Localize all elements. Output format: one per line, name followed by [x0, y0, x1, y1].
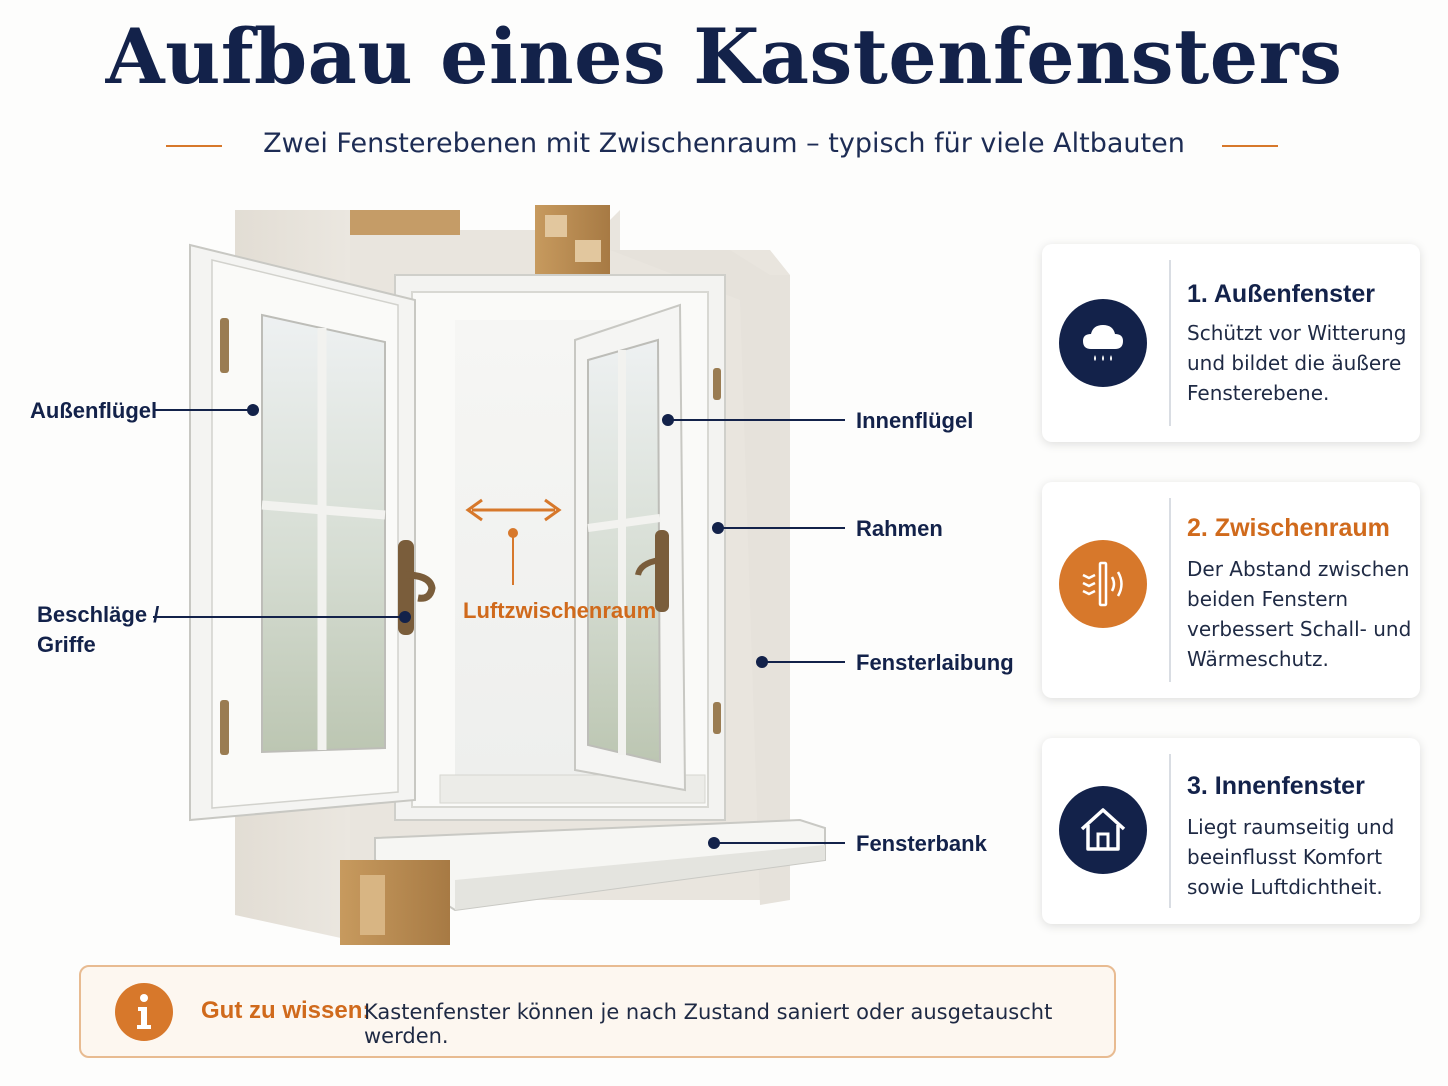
label-beschlaege-line2: Griffe	[37, 632, 96, 657]
sound-insulation-icon	[1059, 540, 1147, 628]
info-text: Kastenfenster können je nach Zustand saniert oder ausgetauscht werden.	[364, 1000, 1053, 1048]
label-luftzwischenraum: Luftzwischenraum	[463, 598, 657, 623]
ornament-line-right	[1222, 145, 1278, 147]
card-divider	[1169, 754, 1171, 908]
label-rahmen: Rahmen	[856, 516, 943, 541]
card-zwischenraum	[1042, 482, 1420, 698]
card-text: Schützt vor Witterung und bildet die äußere Fensterebene.	[1187, 321, 1407, 405]
house-icon	[1059, 786, 1147, 874]
card-divider	[1169, 498, 1171, 682]
card-aussenfenster	[1042, 244, 1420, 442]
cloud-rain-icon	[1059, 299, 1147, 387]
page-subtitle: Zwei Fensterebenen mit Zwischenraum – typisch für viele Altbauten	[263, 128, 1185, 159]
card-divider	[1169, 260, 1171, 426]
label-innenfluegel: Innenflügel	[856, 408, 974, 433]
label-fensterlaibung: Fensterlaibung	[856, 650, 1014, 675]
subtitle-row	[0, 126, 1448, 166]
card-text: Liegt raumseitig und beeinflusst Komfort sowie Luftdichtheit.	[1187, 815, 1395, 899]
info-icon	[115, 983, 173, 1041]
outer-sash	[190, 245, 432, 820]
card-title: 3. Innenfenster	[1187, 772, 1365, 800]
card-title: 1. Außenfenster	[1187, 280, 1376, 308]
info-label: Gut zu wissen:	[201, 997, 371, 1024]
label-beschlaege-line1: Beschläge /	[37, 602, 160, 627]
info-box	[79, 965, 1116, 1058]
card-innenfenster	[1042, 738, 1420, 924]
card-title: 2. Zwischenraum	[1187, 514, 1390, 542]
label-beschlaege	[37, 600, 159, 660]
label-aussenfluegel: Außenflügel	[30, 398, 158, 423]
label-fensterbank: Fensterbank	[856, 831, 987, 856]
card-text: Der Abstand zwischen beiden Fenstern verbessert Schall- und Wärmeschutz.	[1187, 557, 1412, 671]
page-title: Aufbau eines Kastenfensters	[105, 12, 1343, 101]
